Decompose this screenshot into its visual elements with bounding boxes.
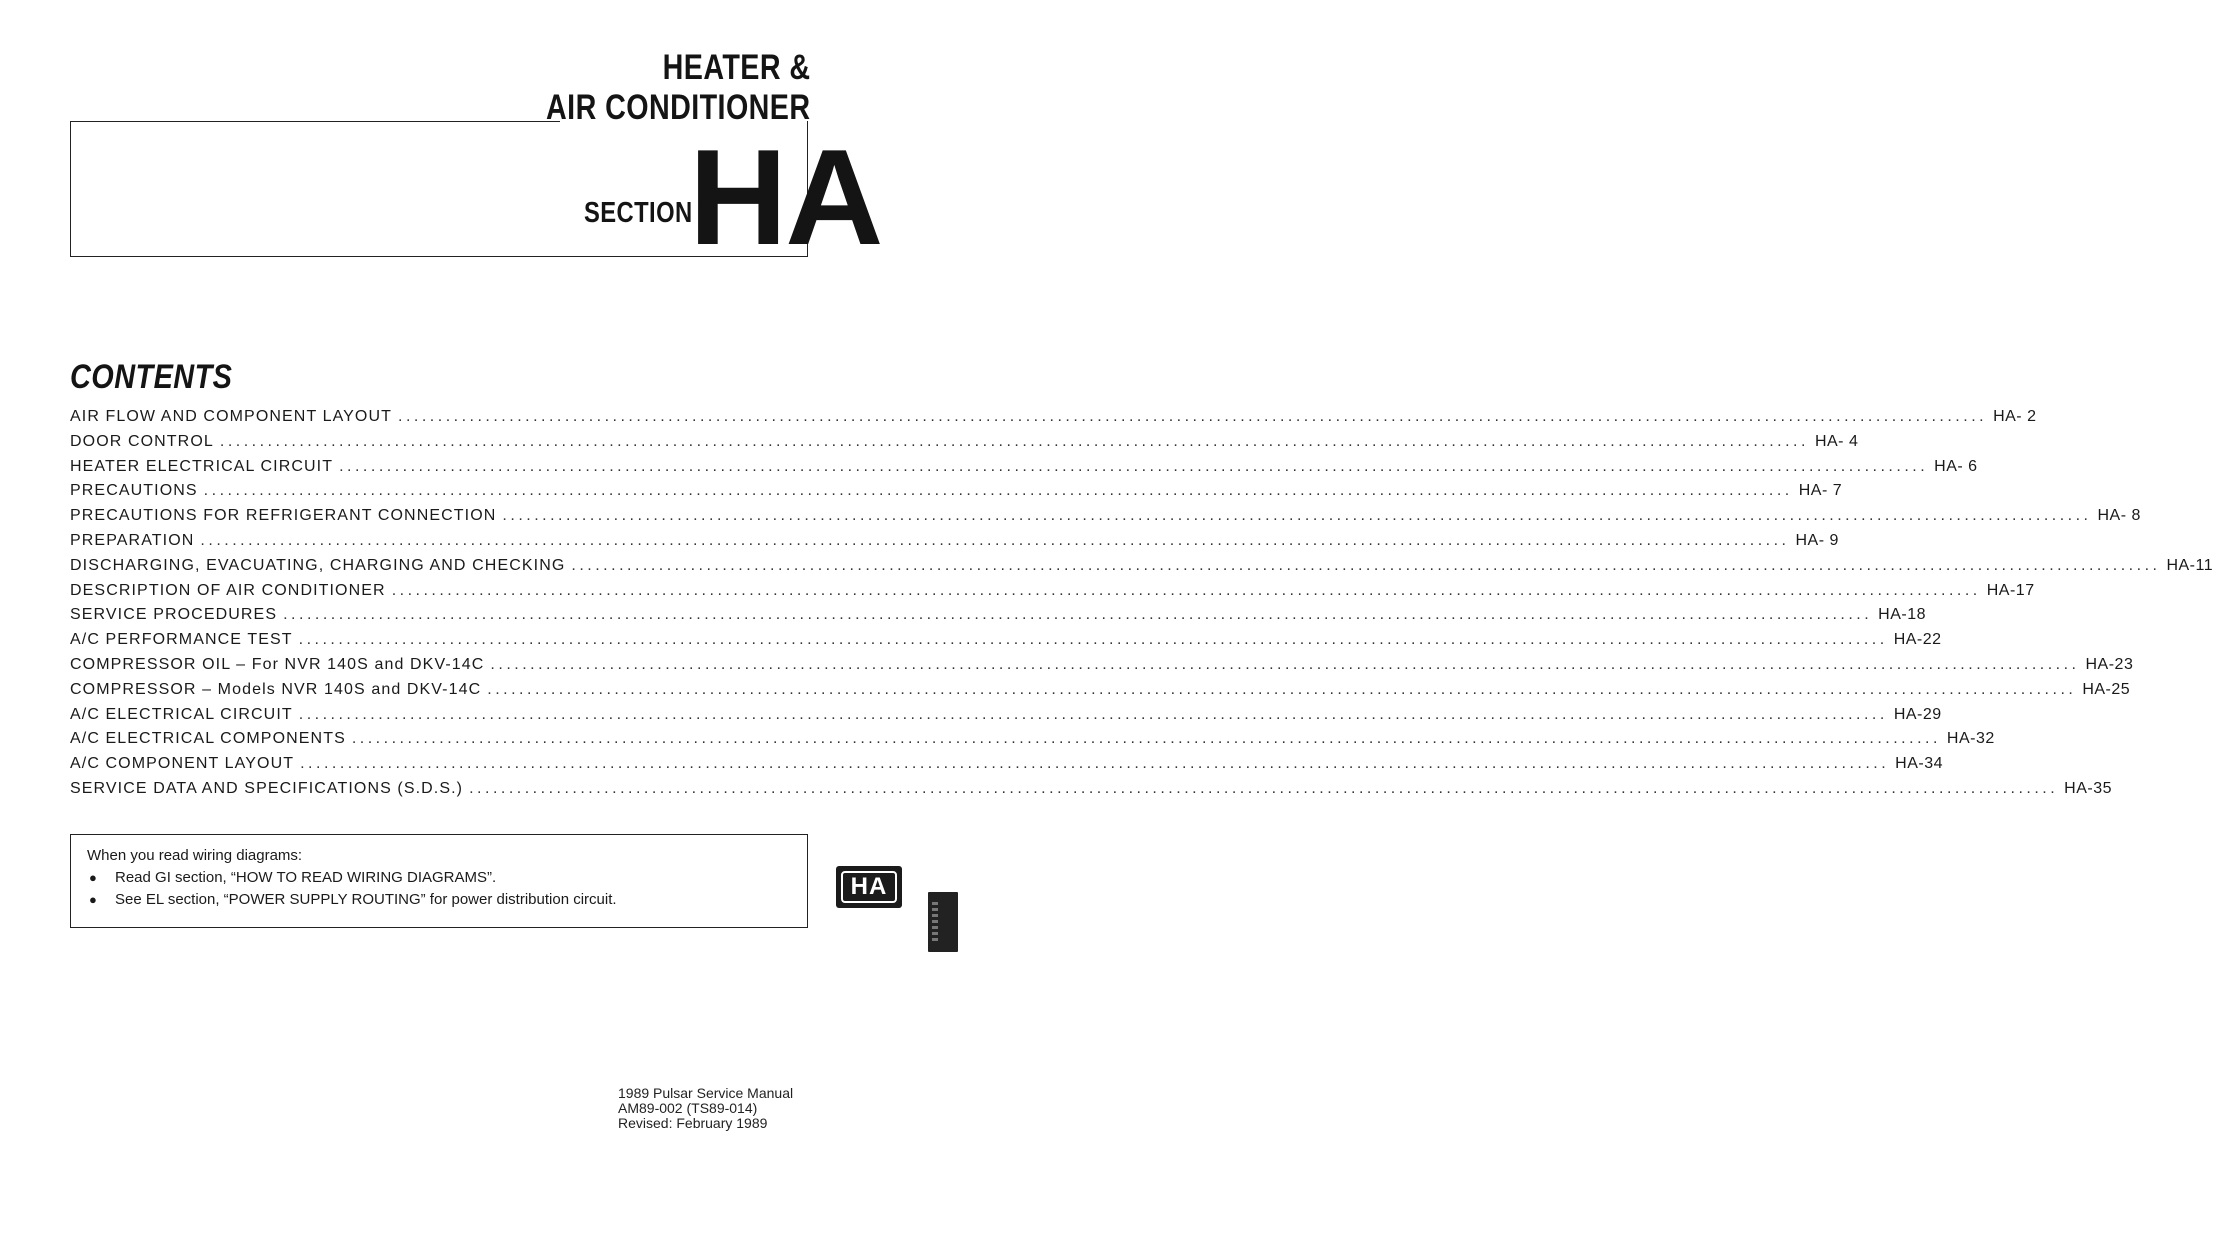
footer-line: AM89-002 (TS89-014) (618, 1100, 758, 1116)
toc-entry-label: COMPRESSOR – Models NVR 140S and DKV-14C (70, 680, 482, 698)
toc-leader-dots: ........................................................................................................................................................................................................ (398, 408, 1988, 425)
toc-leader-dots: ........................................................................................................................................................................................................ (298, 705, 1888, 723)
edge-marker (928, 892, 958, 952)
toc-entry[interactable] (70, 556, 2213, 582)
toc-entry-page: HA-32 (1946, 730, 1995, 748)
toc-leader-dots: ........................................................................................................................................................................................................ (219, 432, 1809, 450)
toc-entry-label: PREPARATION (70, 531, 195, 549)
toc-entry[interactable] (70, 432, 1859, 458)
toc-entry-label: PRECAUTIONS (70, 482, 198, 500)
section-title (488, 48, 811, 128)
toc-leader-dots: ........................................................................................................................................................................................................ (203, 482, 1793, 500)
toc-leader-dots: ........................................................................................................................................................................................................ (490, 655, 2080, 673)
toc-entry-label: PRECAUTIONS FOR REFRIGERANT CONNECTION (70, 507, 497, 525)
toc-leader-dots: ........................................................................................................................................................................................................ (300, 755, 1890, 773)
toc-entry[interactable] (70, 531, 1839, 557)
note-item-text: Read GI section, “HOW TO READ WIRING DIAGRAMS”. (115, 869, 497, 886)
toc-entry-page: HA-23 (2085, 655, 2134, 673)
toc-entry-page: HA- 8 (2097, 507, 2141, 525)
toc-entry-label: DOOR CONTROL (70, 432, 214, 450)
footer-line: 1989 Pulsar Service Manual (618, 1085, 794, 1101)
toc-leader-dots: ........................................................................................................................................................................................................ (502, 507, 2092, 525)
toc-entry-label: AIR FLOW AND COMPONENT LAYOUT (70, 408, 393, 425)
toc-entry-page: HA-11 (2166, 556, 2213, 574)
toc-leader-dots: ........................................................................................................................................................................................................ (339, 457, 1929, 475)
toc-leader-dots: ........................................................................................................................................................................................................ (469, 779, 2059, 797)
toc-entry-label: COMPRESSOR OIL – For NVR 140S and DKV-14C (70, 655, 485, 673)
toc-entry[interactable] (70, 680, 2131, 706)
wiring-diagram-note (70, 834, 808, 928)
toc-entry-label: A/C PERFORMANCE TEST (70, 631, 293, 649)
toc-leader-dots: ........................................................................................................................................................................................................ (351, 730, 1941, 748)
section-code: HA (689, 121, 882, 273)
toc-entry-label: SERVICE PROCEDURES (70, 606, 278, 624)
title-line-2: AIR CONDITIONER (545, 88, 810, 127)
toc-entry-label: DISCHARGING, EVACUATING, CHARGING AND CHECKING (70, 556, 566, 574)
toc-entry-page: HA- 2 (1993, 408, 2037, 425)
toc-entry-page: HA-25 (2082, 680, 2131, 698)
footer-line: Revised: February 1989 (618, 1115, 768, 1131)
toc-entry[interactable] (70, 408, 2037, 433)
table-of-contents (70, 408, 2213, 805)
toc-leader-dots: ........................................................................................................................................................................................................ (571, 556, 2161, 574)
toc-entry[interactable] (70, 457, 1978, 483)
toc-entry-label: HEATER ELECTRICAL CIRCUIT (70, 457, 334, 475)
bullet-icon: ● (89, 870, 97, 885)
title-line-1: HEATER & (662, 48, 810, 87)
section-tab[interactable] (836, 866, 902, 908)
contents-heading: CONTENTS (70, 358, 233, 396)
toc-leader-dots: ........................................................................................................................................................................................................ (200, 531, 1790, 549)
footer (618, 1086, 793, 1131)
bullet-icon: ● (89, 892, 97, 907)
toc-entry[interactable] (70, 755, 1944, 780)
toc-entry-label: A/C COMPONENT LAYOUT (70, 755, 295, 773)
toc-entry-page: HA-18 (1878, 606, 1927, 624)
toc-entry[interactable] (70, 482, 1843, 507)
toc-entry-page: HA-22 (1893, 631, 1942, 649)
section-label: SECTION (584, 197, 693, 229)
toc-entry[interactable] (70, 705, 1942, 731)
toc-entry[interactable] (70, 606, 1927, 631)
toc-entry[interactable] (70, 507, 2141, 532)
toc-entry[interactable] (70, 779, 2113, 805)
toc-entry-page: HA-29 (1893, 705, 1942, 723)
toc-entry-page: HA-35 (2064, 779, 2113, 797)
toc-entry-label: DESCRIPTION OF AIR CONDITIONER (70, 581, 386, 599)
toc-entry-page: HA-34 (1895, 755, 1944, 773)
toc-leader-dots: ........................................................................................................................................................................................................ (298, 631, 1888, 649)
toc-entry-label: A/C ELECTRICAL COMPONENTS (70, 730, 346, 748)
toc-entry[interactable] (70, 655, 2134, 681)
toc-entry-label: SERVICE DATA AND SPECIFICATIONS (S.D.S.) (70, 779, 464, 797)
section-box (70, 121, 882, 273)
note-item (87, 867, 791, 889)
toc-entry-page: HA- 7 (1798, 482, 1843, 500)
note-intro: When you read wiring diagrams: (87, 847, 303, 864)
note-item-text: See EL section, “POWER SUPPLY ROUTING” for power distribution circuit. (115, 891, 617, 908)
toc-leader-dots: ........................................................................................................................................................................................................ (391, 581, 1981, 599)
toc-entry-page: HA- 9 (1795, 531, 1839, 549)
toc-leader-dots: ........................................................................................................................................................................................................ (487, 680, 2077, 698)
toc-entry[interactable] (70, 730, 1995, 755)
note-item (87, 889, 791, 911)
toc-entry-page: HA- 6 (1934, 457, 1978, 475)
toc-entry[interactable] (70, 581, 2035, 607)
toc-entry-page: HA- 4 (1814, 432, 1859, 450)
toc-entry-label: A/C ELECTRICAL CIRCUIT (70, 705, 293, 723)
toc-entry-page: HA-17 (1986, 581, 2035, 599)
toc-entry[interactable] (70, 631, 1942, 656)
section-tab-label: HA (841, 871, 898, 903)
toc-leader-dots: ........................................................................................................................................................................................................ (283, 606, 1873, 624)
